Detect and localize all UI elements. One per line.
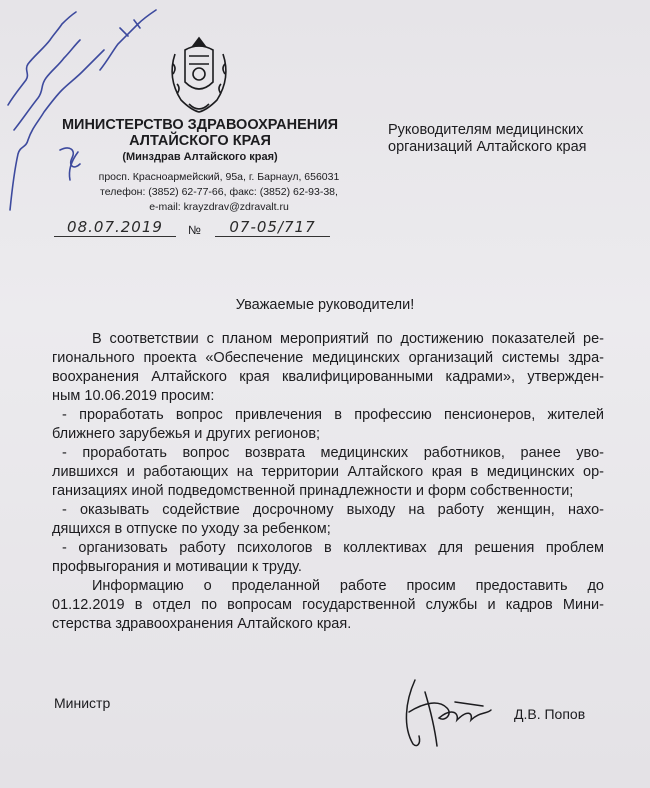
body-line: ближнего зарубежья и других регионов; — [52, 426, 321, 442]
coat-of-arms-icon — [163, 34, 235, 116]
org-name-line1: МИНИСТЕРСТВО ЗДРАВООХРАНЕНИЯ — [61, 117, 339, 133]
org-short-name: (Минздрав Алтайского края) — [122, 151, 278, 163]
body-line: воохранения Алтайского края квалифицированными кадрами», утвержден- — [52, 369, 604, 385]
signatory-role: Министр — [54, 695, 111, 711]
letter-greeting: Уважаемые руководители! — [235, 297, 415, 313]
body-line: гионального проекта «Обеспечение медицинских организаций системы здра- — [52, 350, 604, 366]
body-line: Информацию о проделанной работе просим предоставить до — [92, 578, 604, 594]
org-address: просп. Красноармейский, 95а, г. Барнаул, 656031 — [98, 171, 340, 183]
registration-number-sign: № — [188, 223, 201, 237]
body-line: ганизациях иной подведомственной принадлежности и форм собственности; — [52, 483, 574, 499]
org-phone: телефон: (3852) 62-77-66, факс: (3852) 62-93-38, — [100, 186, 338, 198]
organization-header — [50, 117, 350, 165]
registration-date: 08.07.2019 — [54, 218, 176, 237]
contact-details — [94, 170, 344, 215]
body-line: ным 10.06.2019 просим: — [52, 388, 215, 404]
signatory-name: Д.В. Попов — [514, 706, 586, 722]
addressee-line2: организаций Алтайского края — [388, 139, 587, 155]
body-line: В соответствии с планом мероприятий по достижению показателей ре- — [92, 331, 604, 347]
body-line: - проработать вопрос привлечения в профессию пенсионеров, жителей — [62, 407, 604, 423]
org-email: e-mail: krayzdrav@zdravalt.ru — [149, 201, 289, 213]
signature-mark — [395, 672, 495, 752]
addressee-block — [388, 122, 628, 156]
org-name-line2: АЛТАЙСКОГО КРАЯ — [129, 133, 271, 149]
addressee-line1: Руководителям медицинских — [388, 122, 584, 138]
body-line: лившихся и работающих на территории Алтайского края в медицинских ор- — [52, 464, 604, 480]
body-line: - оказывать содействие досрочному выходу на работу женщин, нахо- — [62, 502, 604, 518]
body-line: дящихся в отпуске по уходу за ребенком; — [52, 521, 331, 537]
body-line: 01.12.2019 в отдел по вопросам государственной службы и кадров Мини- — [52, 597, 604, 613]
body-line: профвыгорания и мотивации к труду. — [52, 559, 302, 575]
body-line: - проработать вопрос возврата медицинских работников, ранее уво- — [62, 445, 604, 461]
letter-body — [52, 330, 604, 634]
body-line: - организовать работу психологов в коллективах для решения проблем — [62, 540, 604, 556]
registration-number: 07-05/717 — [215, 218, 330, 237]
body-line: стерства здравоохранения Алтайского края. — [52, 616, 352, 632]
